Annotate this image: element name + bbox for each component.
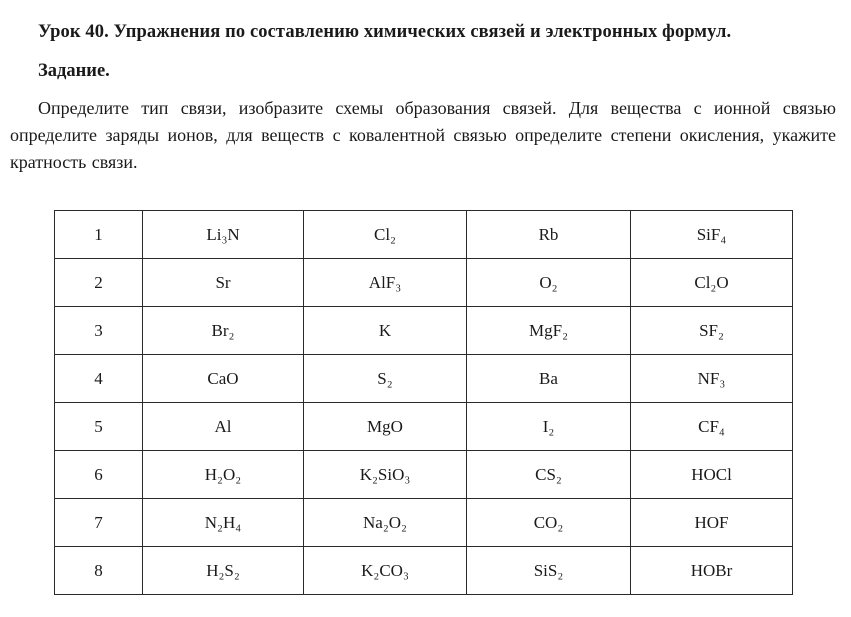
formula-cell: SF₂ [631,307,793,355]
formula-cell: CaO [143,355,304,403]
row-number: 2 [55,259,143,307]
formula-cell: I₂ [467,403,631,451]
table-row [55,355,793,403]
row-number: 3 [55,307,143,355]
formula-cell: Sr [143,259,304,307]
formula-cell: HOBr [631,547,793,595]
formula-cell: K₂SiO₃ [304,451,467,499]
formula-cell: AlF₃ [304,259,467,307]
formula-cell: N₂H₄ [143,499,304,547]
table-row [55,211,793,259]
substances-table [54,210,793,595]
formula-cell: CF₄ [631,403,793,451]
formula-cell: S₂ [304,355,467,403]
table-row [55,259,793,307]
formula-cell: CS₂ [467,451,631,499]
row-number: 1 [55,211,143,259]
formula-cell: O₂ [467,259,631,307]
formula-cell: MgO [304,403,467,451]
formula-cell: SiF₄ [631,211,793,259]
formula-cell: MgF₂ [467,307,631,355]
formula-cell: HOCl [631,451,793,499]
task-instructions: Определите тип связи, изобразите схемы образования связей. Для вещества с ионной связью определите заряды ионов, для веществ с ковалентной связью определите степени окисления, укажите кратность связи. [10,98,836,172]
table-row [55,499,793,547]
formula-cell: Na₂O₂ [304,499,467,547]
formula-cell: Rb [467,211,631,259]
row-number: 6 [55,451,143,499]
formula-cell: K₂CO₃ [304,547,467,595]
formula-cell: HOF [631,499,793,547]
task-heading: Задание. [38,61,110,81]
table-row [55,547,793,595]
formula-cell: H₂S₂ [143,547,304,595]
formula-cell: SiS₂ [467,547,631,595]
row-number: 4 [55,355,143,403]
formula-cell: Li₃N [143,211,304,259]
row-number: 7 [55,499,143,547]
row-number: 5 [55,403,143,451]
table-row [55,403,793,451]
formula-cell: K [304,307,467,355]
table-row [55,307,793,355]
formula-cell: H₂O₂ [143,451,304,499]
formula-cell: CO₂ [467,499,631,547]
formula-cell: Al [143,403,304,451]
lesson-title: Урок 40. Упражнения по составлению химических связей и электронных формул. [38,22,732,42]
formula-cell: Ba [467,355,631,403]
row-number: 8 [55,547,143,595]
formula-cell: Cl₂ [304,211,467,259]
formula-cell: Br₂ [143,307,304,355]
formula-cell: Cl₂O [631,259,793,307]
formula-cell: NF₃ [631,355,793,403]
table-row [55,451,793,499]
